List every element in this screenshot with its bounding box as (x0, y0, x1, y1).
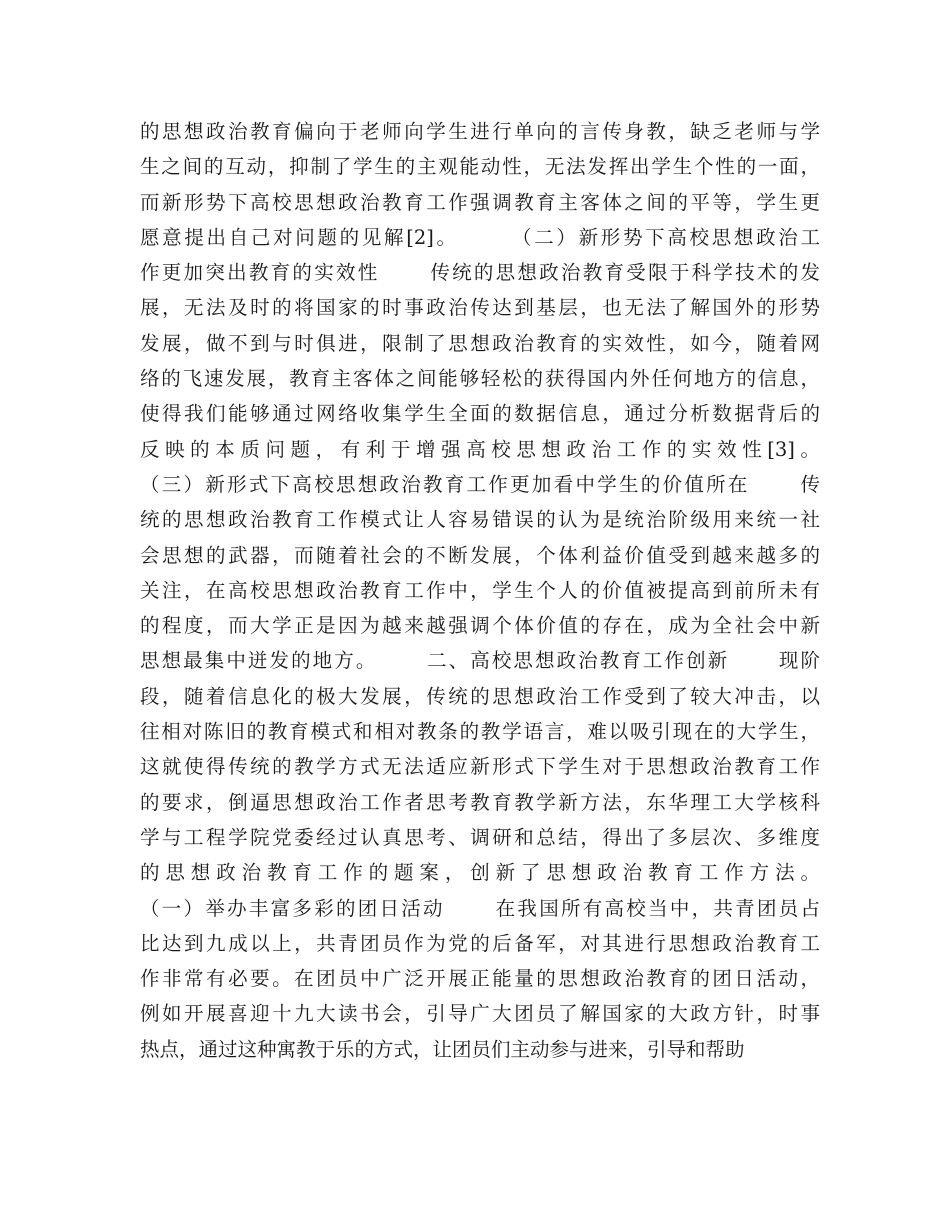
text-line: 发展，做不到与时俱进，限制了思想政治教育的实效性，如今，随着网 (140, 331, 820, 355)
text-line: 统的思想政治教育工作模式让人容易错误的认为是统治阶级用来统一社 (140, 508, 820, 532)
text-line: 学与工程学院党委经过认真思考、调研和总结，得出了多层次、多维度 (140, 825, 820, 849)
text-line: 的要求，倒逼思想政治工作者思考教育教学新方法，东华理工大学核科 (140, 790, 820, 814)
text-line: 段，随着信息化的极大发展，传统的思想政治工作受到了较大冲击，以 (140, 684, 820, 708)
text-line: 的程度，而大学正是因为越来越强调个体价值的存在，成为全社会中新 (140, 614, 820, 638)
text-line: 络的飞速发展，教育主客体之间能够轻松的获得国内外任何地方的信息， (140, 367, 820, 391)
text-line: 的思想政治教育工作的题案，创新了思想政治教育工作方法。 (140, 861, 820, 885)
body-text (140, 114, 820, 1067)
text-line: 比达到九成以上，共青团员作为党的后备军，对其进行思想政治教育工 (140, 931, 820, 955)
text-line: 生之间的互动，抑制了学生的主观能动性，无法发挥出学生个性的一面， (140, 155, 820, 179)
text-line: （一）举办丰富多彩的团日活动 在我国所有高校当中，共青团员占 (140, 896, 820, 920)
text-line: 会思想的武器，而随着社会的不断发展，个体利益价值受到越来越多的 (140, 543, 820, 567)
text-line: 例如开展喜迎十九大读书会，引导广大团员了解国家的大政方针，时事 (140, 1002, 820, 1026)
text-line: 热点，通过这种寓教于乐的方式，让团员们主动参与进来，引导和帮助 (140, 1037, 745, 1061)
text-line: 思想最集中迸发的地方。 二、高校思想政治教育工作创新 现阶 (140, 649, 820, 673)
text-line: 展，无法及时的将国家的时事政治传达到基层，也无法了解国外的形势 (140, 296, 820, 320)
text-line: 作更加突出教育的实效性 传统的思想政治教育受限于科学技术的发 (140, 261, 820, 285)
text-line: 作非常有必要。在团员中广泛开展正能量的思想政治教育的团日活动， (140, 967, 820, 991)
text-line: 关注，在高校思想政治教育工作中，学生个人的价值被提高到前所未有 (140, 578, 820, 602)
text-line: 往相对陈旧的教育模式和相对教条的教学语言，难以吸引现在的大学生， (140, 720, 820, 744)
text-line: 而新形势下高校思想政治教育工作强调教育主客体之间的平等，学生更 (140, 190, 820, 214)
text-line: 反映的本质问题，有利于增强高校思想政治工作的实效性[3]。 (140, 437, 820, 461)
text-line: 的思想政治教育偏向于老师向学生进行单向的言传身教，缺乏老师与学 (140, 120, 820, 143)
text-line: 使得我们能够通过网络收集学生全面的数据信息，通过分析数据背后的 (140, 402, 820, 426)
text-line: 这就使得传统的教学方式无法适应新形式下学生对于思想政治教育工作 (140, 755, 820, 779)
text-line: 愿意提出自己对问题的见解[2]。 （二）新形势下高校思想政治工 (140, 225, 820, 249)
text-line: （三）新形式下高校思想政治教育工作更加看中学生的价值所在 传 (140, 472, 820, 496)
